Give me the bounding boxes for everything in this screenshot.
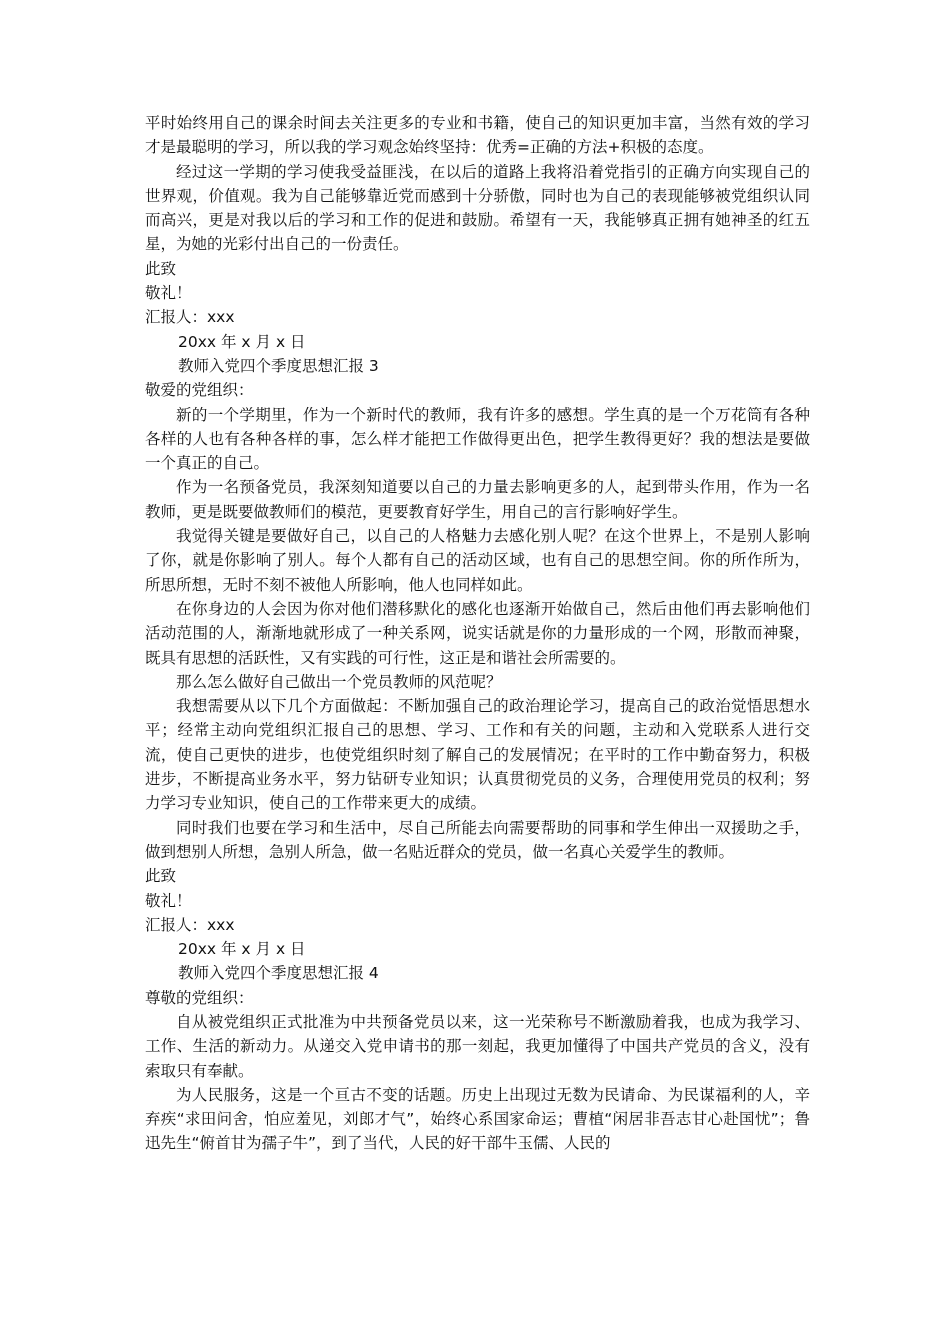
paragraph: 自从被党组织正式批准为中共预备党员以来，这一光荣称号不断激励着我，也成为我学习、工作、生活的新动力。从递交入党申请书的那一刻起，我更加懂得了中国共产党员的含义，没有索取只有奉献。	[145, 1012, 810, 1080]
reporter-line: 汇报人：xxx	[145, 308, 235, 327]
salutation: 尊敬的党组织：	[145, 988, 254, 1007]
document-body	[145, 111, 810, 1156]
closing-line: 敬礼！	[145, 284, 192, 303]
paragraph: 在你身边的人会因为你对他们潜移默化的感化也逐渐开始做自己，然后由他们再去影响他们活动范围的人，渐渐地就形成了一种关系网，说实话就是你的力量形成的一个网，形散而神聚，既具有思想的活跃性，又有实践的可行性，这正是和谐社会所需要的。	[145, 599, 810, 667]
closing-line: 敬礼！	[145, 891, 192, 910]
section-title: 教师入党四个季度思想汇报 3	[178, 356, 379, 375]
paragraph: 平时始终用自己的课余时间去关注更多的专业和书籍，使自己的知识更加丰富，当然有效的学习才是最聪明的学习，所以我的学习观念始终坚持：优秀=正确的方法+积极的态度。	[145, 114, 810, 157]
paragraph: 同时我们也要在学习和生活中，尽自己所能去向需要帮助的同事和学生伸出一双援助之手，做到想别人所想，急别人所急，做一名贴近群众的党员，做一名真心关爱学生的教师。	[145, 818, 810, 861]
paragraph: 作为一名预备党员，我深刻知道要以自己的力量去影响更多的人，起到带头作用，作为一名教师，更是既要做教师们的模范，更要教育好学生，用自己的言行影响好学生。	[145, 478, 810, 521]
salutation: 敬爱的党组织：	[145, 381, 254, 400]
paragraph: 经过这一学期的学习使我受益匪浅，在以后的道路上我将沿着党指引的正确方向实现自己的世界观，价值观。我为自己能够靠近党而感到十分骄傲，同时也为自己的表现能够被党组织认同而高兴，更是对我以后的学习和工作的促进和鼓励。希望有一天，我能够真正拥有她神圣的红五星，为她的光彩付出自己的一份责任。	[145, 162, 810, 254]
paragraph: 我觉得关键是要做好自己，以自己的人格魅力去感化别人呢？在这个世界上，不是别人影响了你，就是你影响了别人。每个人都有自己的活动区域，也有自己的思想空间。你的所作所为，所思所想，无时不刻不被他人所影响，他人也同样如此。	[145, 527, 810, 594]
date-line: 20xx 年 x 月 x 日	[178, 332, 306, 351]
closing-line: 此致	[145, 867, 177, 886]
paragraph: 新的一个学期里，作为一个新时代的教师，我有许多的感想。学生真的是一个万花筒有各种各样的人也有各种各样的事，怎么样才能把工作做得更出色，把学生教得更好？我的想法是要做一个真正的自己。	[145, 405, 810, 473]
reporter-line: 汇报人：xxx	[145, 915, 235, 934]
paragraph: 为人民服务，这是一个亘古不变的话题。历史上出现过无数为民请命、为民谋福利的人，辛弃疾“求田问舍，怕应羞见，刘郎才气”，始终心系国家命运；曹植“闲居非吾志甘心赴国忧”；鲁迅先生“俯首甘为孺子牛”，到了当代，人民的好干部牛玉儒、人民的	[145, 1085, 810, 1153]
paragraph: 那么怎么做好自己做出一个党员教师的风范呢？	[176, 672, 502, 691]
closing-line: 此致	[145, 259, 177, 278]
section-title: 教师入党四个季度思想汇报 4	[178, 964, 379, 983]
paragraph: 我想需要从以下几个方面做起：不断加强自己的政治理论学习，提高自己的政治觉悟思想水平；经常主动向党组织汇报自己的思想、学习、工作和有关的问题，主动和入党联系人进行交流，使自己更快的进步，也使党组织时刻了解自己的发展情况；在平时的工作中勤奋努力，积极进步，不断提高业务水平，努力钻研专业知识；认真贯彻党员的义务，合理使用党员的权利；努力学习专业知识，使自己的工作带来更大的成绩。	[145, 697, 810, 813]
date-line: 20xx 年 x 月 x 日	[178, 940, 306, 959]
